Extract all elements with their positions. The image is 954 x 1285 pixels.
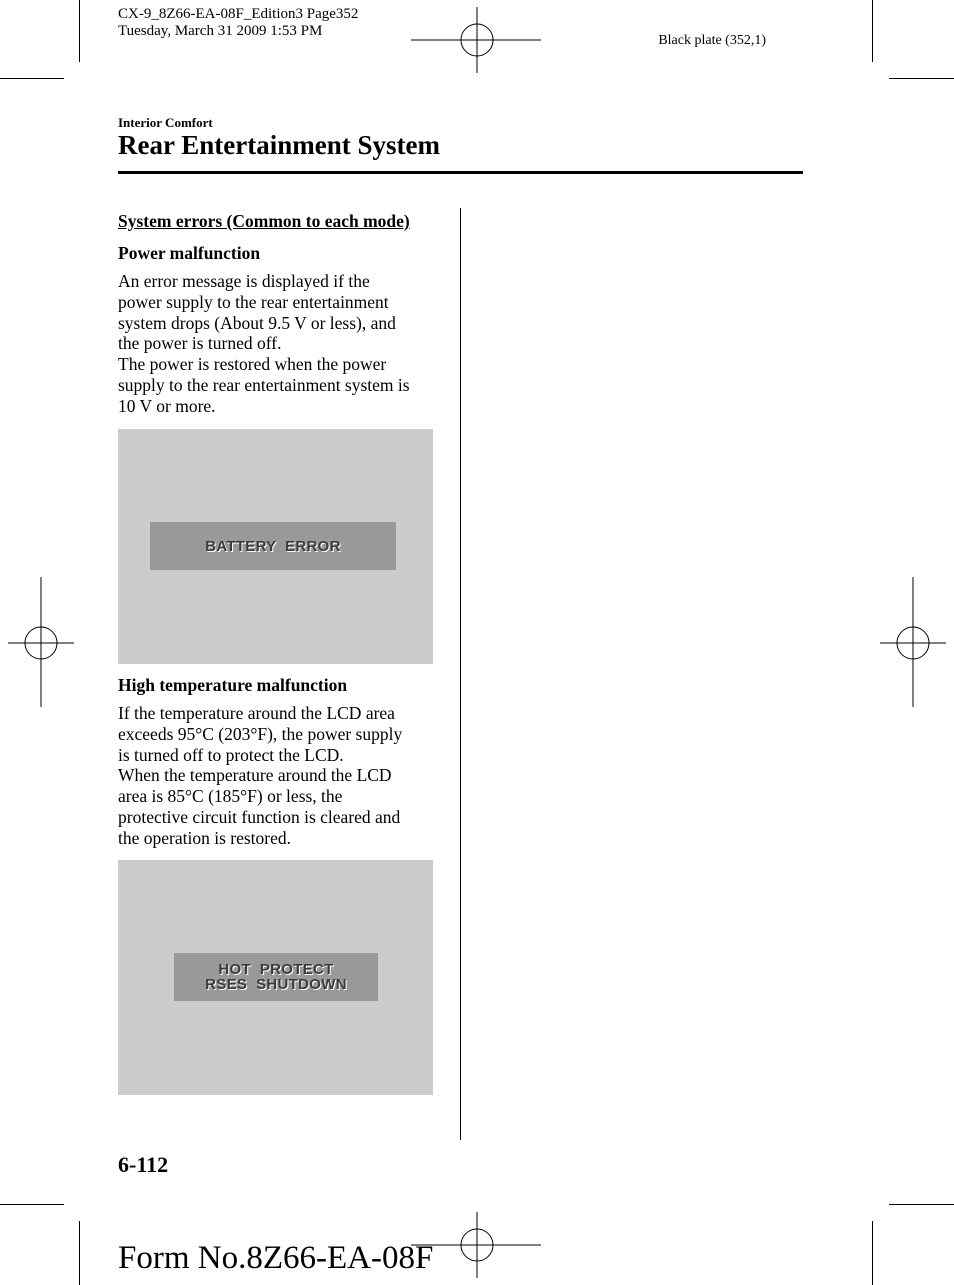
crop-mark [889,78,954,79]
registration-mark-icon [880,577,946,707]
high-temperature-heading: High temperature malfunction [118,675,348,695]
crop-mark [0,78,64,79]
crop-mark [889,1204,954,1205]
plate-label: Black plate (352,1) [658,33,766,48]
crop-mark [872,1221,873,1285]
high-temperature-text: If the temperature around the LCD area exceeds 95°C (203°F), the power supply is turned off to protect the LCD. When the temperature around the LCD area is 85°C (185°F) or less, the protective circuit function is cleared and the operation is restored. [118,703,403,848]
print-header [118,6,358,40]
registration-mark-icon [411,7,541,73]
print-header-line1: CX-9_8Z66-EA-08F_Edition3 Page352 [118,6,359,22]
power-malfunction-heading: Power malfunction [118,243,261,263]
column-divider [460,208,461,1140]
system-errors-subheading: System errors (Common to each mode) [118,211,410,231]
page-title: Rear Entertainment System [118,130,440,160]
print-header-line2: Tuesday, March 31 2009 1:53 PM [118,23,323,39]
crop-mark [79,0,80,62]
hot-protect-message: HOT PROTECT RSES SHUTDOWN [174,953,378,1001]
hot-protect-screen [118,860,433,1095]
section-label: Interior Comfort [118,115,213,130]
form-number: Form No.8Z66-EA-08F [118,1240,434,1276]
crop-mark [0,1204,64,1205]
power-malfunction-text: An error message is displayed if the power supply to the rear entertainment system drops (About 9.5 V or less), and the power is turned off. The power is restored when the power supply to the rear entertainment system is 10 V or more. [118,271,410,416]
page-number: 6-112 [118,1152,169,1177]
battery-error-screen [118,429,433,664]
title-rule [118,171,803,174]
registration-mark-icon [8,577,74,707]
battery-error-message: BATTERY ERROR [150,522,396,570]
crop-mark [872,0,873,62]
crop-mark [79,1221,80,1285]
